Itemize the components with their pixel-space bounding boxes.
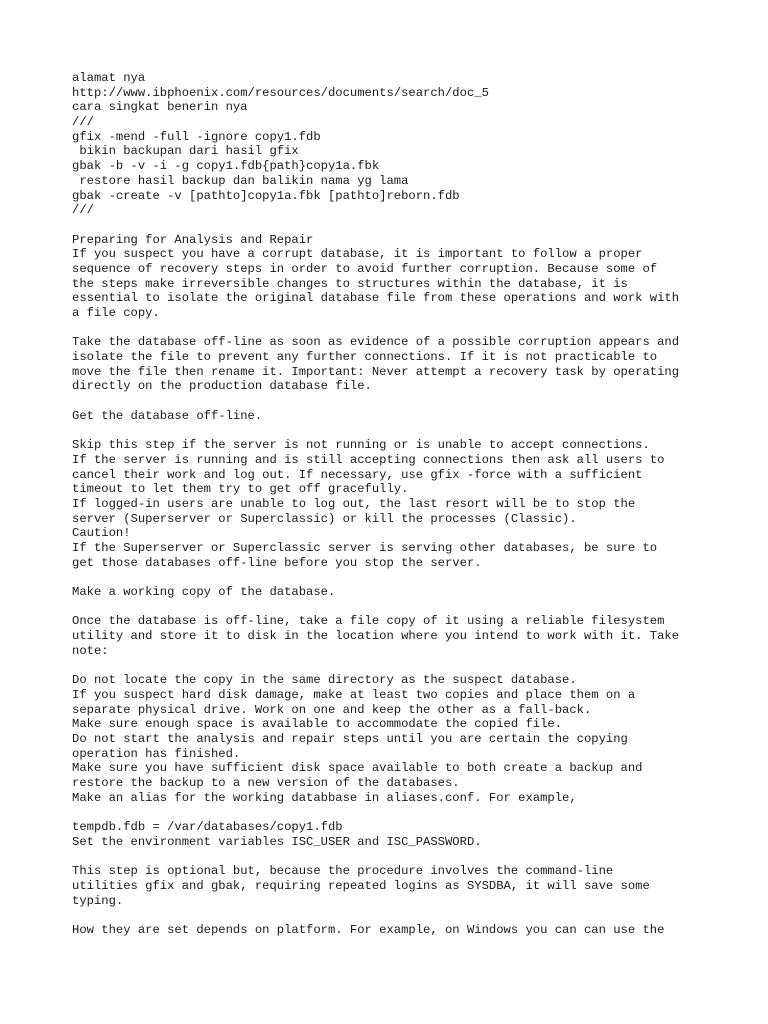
text-line: Once the database is off-line, take a file copy of it using a reliable filesystem: [72, 614, 665, 629]
text-line: How they are set depends on platform. For example, on Windows you can can use the: [72, 922, 665, 937]
text-line: sequence of recovery steps in order to avoid further corruption. Because some of: [72, 261, 658, 276]
text-line: operation has finished.: [72, 746, 241, 761]
text-line: Set the environment variables ISC_USER and ISC_PASSWORD.: [72, 834, 482, 849]
text-line: Make sure enough space is available to accommodate the copied file.: [72, 717, 563, 732]
text-line: If logged-in users are unable to log out, the last resort will be to stop the: [72, 496, 636, 511]
text-line: Make a working copy of the database.: [72, 585, 336, 600]
text-line: [72, 570, 712, 585]
text-line: [72, 218, 712, 233]
text-line: [72, 424, 712, 439]
text-line: Make an alias for the working databbase in aliases.conf. For example,: [72, 790, 577, 805]
text-line: typing.: [72, 893, 124, 908]
text-line: http://www.ibphoenix.com/resources/documents/search/doc_5: [72, 85, 489, 100]
text-line: bikin backupan dari hasil gfix: [72, 144, 299, 159]
text-line: If the server is running and is still accepting connections then ask all users to: [72, 452, 665, 467]
text-line: If you suspect you have a corrupt database, it is important to follow a proper: [72, 247, 643, 262]
text-line: [72, 321, 712, 336]
text-line: Take the database off-line as soon as evidence of a possible corruption appears and: [72, 335, 680, 350]
text-line: [72, 805, 712, 820]
text-line: Make sure you have sufficient disk space available to both create a backup and: [72, 761, 643, 776]
text-line: ///: [72, 203, 94, 218]
document-text: [72, 71, 712, 938]
text-line: If the Superserver or Superclassic server is serving other databases, be sure to: [72, 541, 658, 555]
text-line: gfix -mend -full -ignore copy1.fdb: [72, 129, 321, 144]
text-line: directly on the production database file.: [72, 379, 372, 394]
text-line: restore hasil backup dan balikin nama yg lama: [72, 173, 409, 188]
text-line: Do not start the analysis and repair steps until you are certain the copying: [72, 731, 628, 746]
text-line: [72, 849, 712, 864]
text-line: isolate the file to prevent any further connections. If it is not practicable to: [72, 350, 658, 365]
text-line: [72, 659, 712, 674]
text-line: [72, 908, 712, 923]
text-line: timeout to let them try to get off gracefully.: [72, 482, 409, 497]
text-line: restore the backup to a new version of the databases.: [72, 776, 460, 790]
text-line: a file copy.: [72, 306, 160, 320]
text-line: Caution!: [72, 526, 131, 541]
text-line: cancel their work and log out. If necessary, use gfix -force with a sufficient: [72, 467, 643, 482]
text-line: tempdb.fdb = /var/databases/copy1.fdb: [72, 820, 343, 835]
text-line: Preparing for Analysis and Repair: [72, 232, 314, 247]
text-line: essential to isolate the original database file from these operations and work with: [72, 291, 680, 306]
text-line: [72, 600, 712, 615]
text-line: If you suspect hard disk damage, make at least two copies and place them on a: [72, 687, 636, 702]
text-line: note:: [72, 643, 109, 658]
text-line: move the file then rename it. Important: Never attempt a recovery task by operating: [72, 364, 680, 379]
text-line: utility and store it to disk in the location where you intend to work with it. Take: [72, 629, 680, 644]
text-line: separate physical drive. Work on one and keep the other as a fall-back.: [72, 702, 592, 717]
text-line: alamat nya: [72, 71, 146, 85]
text-line: Skip this step if the server is not running or is unable to accept connections.: [72, 438, 650, 453]
text-line: server (Superserver or Superclassic) or kill the processes (Classic).: [72, 511, 577, 526]
text-line: This step is optional but, because the procedure involves the command-line: [72, 864, 614, 879]
text-line: Do not locate the copy in the same directory as the suspect database.: [72, 673, 577, 688]
text-line: cara singkat benerin nya: [72, 100, 248, 115]
text-line: utilities gfix and gbak, requiring repeated logins as SYSDBA, it will save some: [72, 878, 650, 893]
text-line: the steps make irreversible changes to structures within the database, it is: [72, 276, 628, 291]
text-line: Get the database off-line.: [72, 408, 263, 423]
text-line: gbak -create -v [pathto]copy1a.fbk [pathto]reborn.fdb: [72, 188, 460, 203]
text-line: gbak -b -v -i -g copy1.fdb{path}copy1a.fbk: [72, 159, 380, 174]
text-line: get those databases off-line before you stop the server.: [72, 555, 482, 570]
text-line: ///: [72, 115, 94, 130]
text-line: [72, 394, 712, 409]
